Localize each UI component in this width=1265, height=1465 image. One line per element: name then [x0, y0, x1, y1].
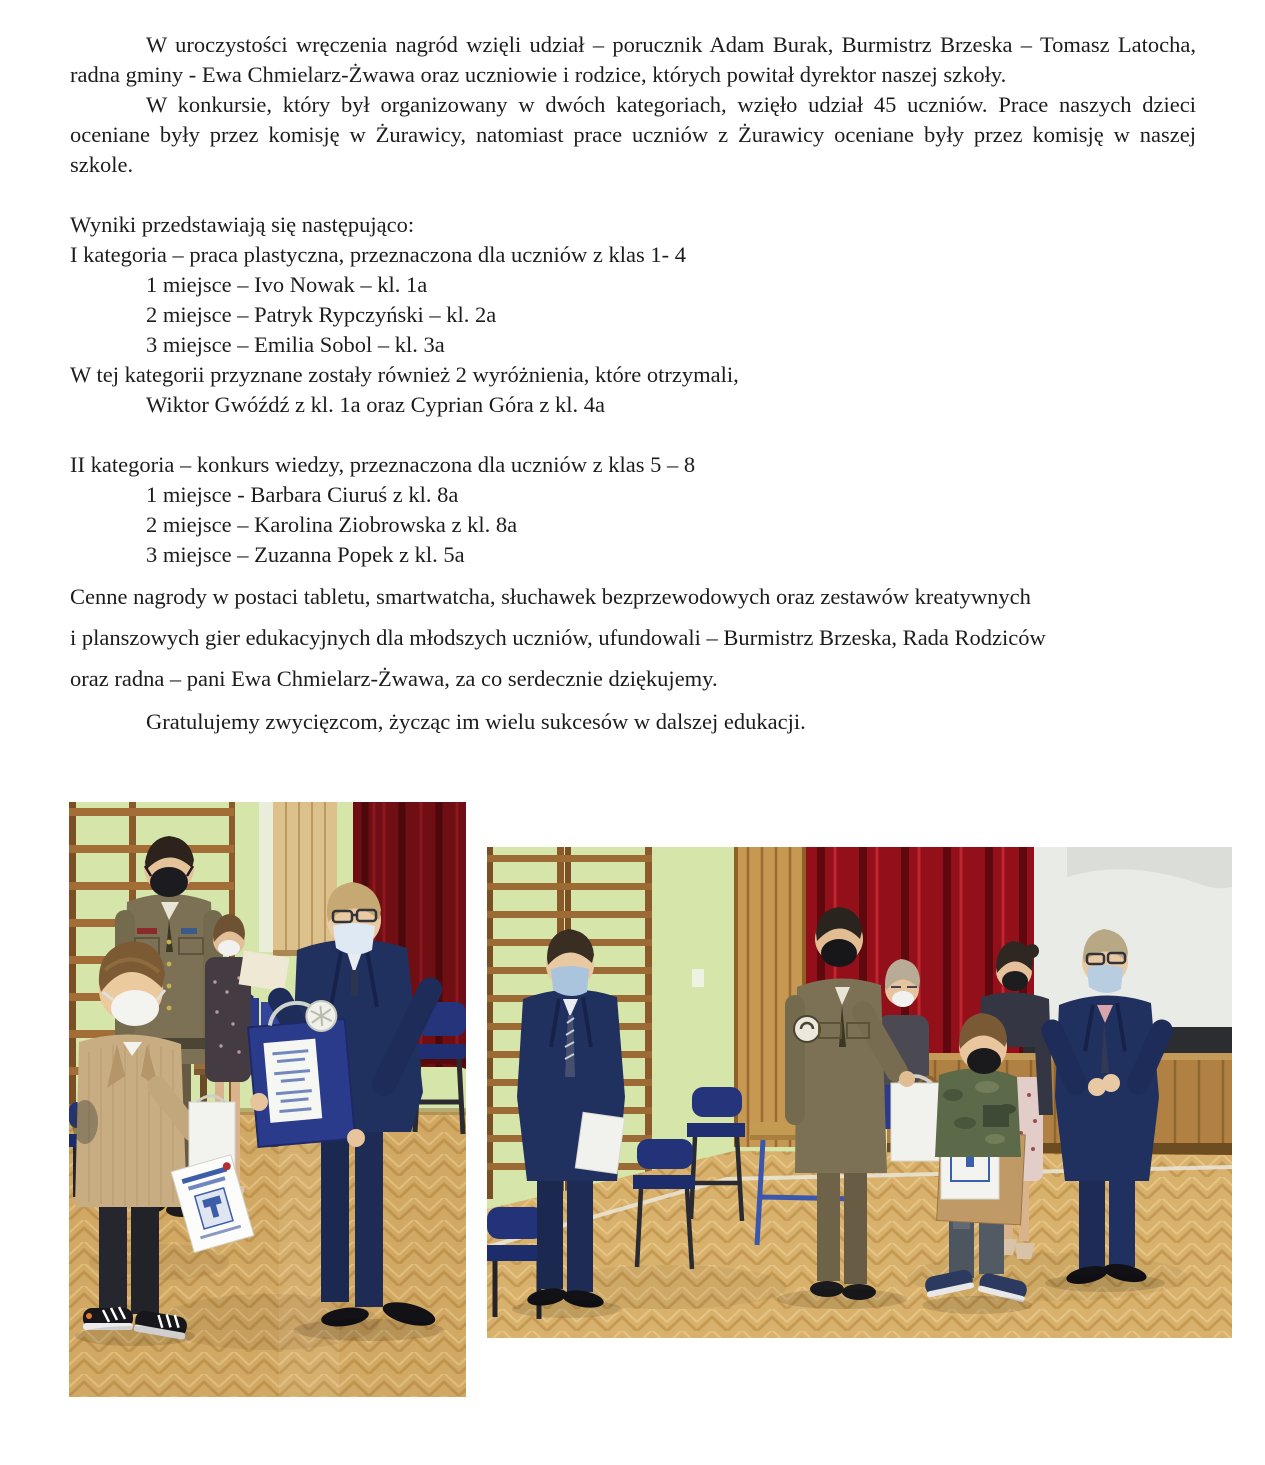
- category2-title: II kategoria – konkurs wiedzy, przeznaczona dla uczniów z klas 5 – 8: [70, 452, 696, 477]
- white-prize-bag: [891, 1076, 939, 1161]
- floor-shadow: [777, 1289, 907, 1309]
- paragraph-intro: W uroczystości wręczenia nagród wzięli udział – porucznik Adam Burak, Burmistrz Brzeska – Tomasz Latocha, radna gminy - Ewa Chmielarz-Żwawa oraz uczniowie i rodzice, których powitał dyrektor naszej szkoły.: [70, 32, 1196, 87]
- floor-shadow: [1045, 1274, 1165, 1292]
- category1-distinction-names: Wiktor Gwóźdź z kl. 1a oraz Cyprian Góra z kl. 4a: [146, 392, 605, 417]
- prizes-line-3: oraz radna – pani Ewa Chmielarz-Żwawa, za co serdecznie dziękujemy.: [70, 666, 718, 691]
- category1-place-3: 3 miejsce – Emilia Sobol – kl. 3a: [146, 332, 445, 357]
- blank-line: [70, 420, 1196, 450]
- category1-title: I kategoria – praca plastyczna, przeznaczona dla uczniów z klas 1- 4: [70, 242, 686, 267]
- category1-place-1: 1 miejsce – Ivo Nowak – kl. 1a: [146, 272, 428, 297]
- category2-place-1: 1 miejsce - Barbara Ciuruś z kl. 8a: [146, 482, 459, 507]
- prizes-line-1: Cenne nagrody w postaci tabletu, smartwatcha, słuchawek bezprzewodowych oraz zestawów kreatywnych: [70, 584, 1031, 609]
- document-body: [70, 30, 1196, 742]
- category2-place-3: 3 miejsce – Zuzanna Popek z kl. 5a: [146, 542, 465, 567]
- wood-slat-panel: [273, 802, 337, 956]
- floor-shadow: [512, 1300, 622, 1318]
- paragraph-prizes: [70, 576, 1196, 699]
- blank-line: [70, 180, 1196, 210]
- category1-place-2: 2 miejsce – Patryk Rypczyński – kl. 2a: [146, 302, 497, 327]
- photo-ceremony-group: [487, 847, 1232, 1338]
- paragraph-closing: Gratulujemy zwycięzcom, życząc im wielu sukcesów w dalszej edukacji.: [146, 709, 806, 734]
- floor-shadow: [922, 1296, 1032, 1314]
- results-heading: Wyniki przedstawiają się następująco:: [70, 212, 415, 237]
- category1-distinctions-intro: W tej kategorii przyznane zostały również 2 wyróżnienia, które otrzymali,: [70, 362, 739, 387]
- photo-award-boy: [69, 802, 466, 1397]
- floor-shadow: [75, 1326, 195, 1346]
- category2-place-2: 2 miejsce – Karolina Ziobrowska z kl. 8a: [146, 512, 518, 537]
- prizes-line-2: i planszowych gier edukacyjnych dla młodszych uczniów, ufundowali – Burmistrz Brzeska, Rada Rodziców: [70, 625, 1046, 650]
- floor-shadow: [294, 1319, 444, 1341]
- paragraph-contest: W konkursie, który był organizowany w dwóch kategoriach, wzięło udział 45 uczniów. Prace naszych dzieci oceniane były przez komisję w Żurawicy, natomiast prace uczniów z Żurawicy oceniane były przez komisję w naszej szkole.: [70, 92, 1196, 177]
